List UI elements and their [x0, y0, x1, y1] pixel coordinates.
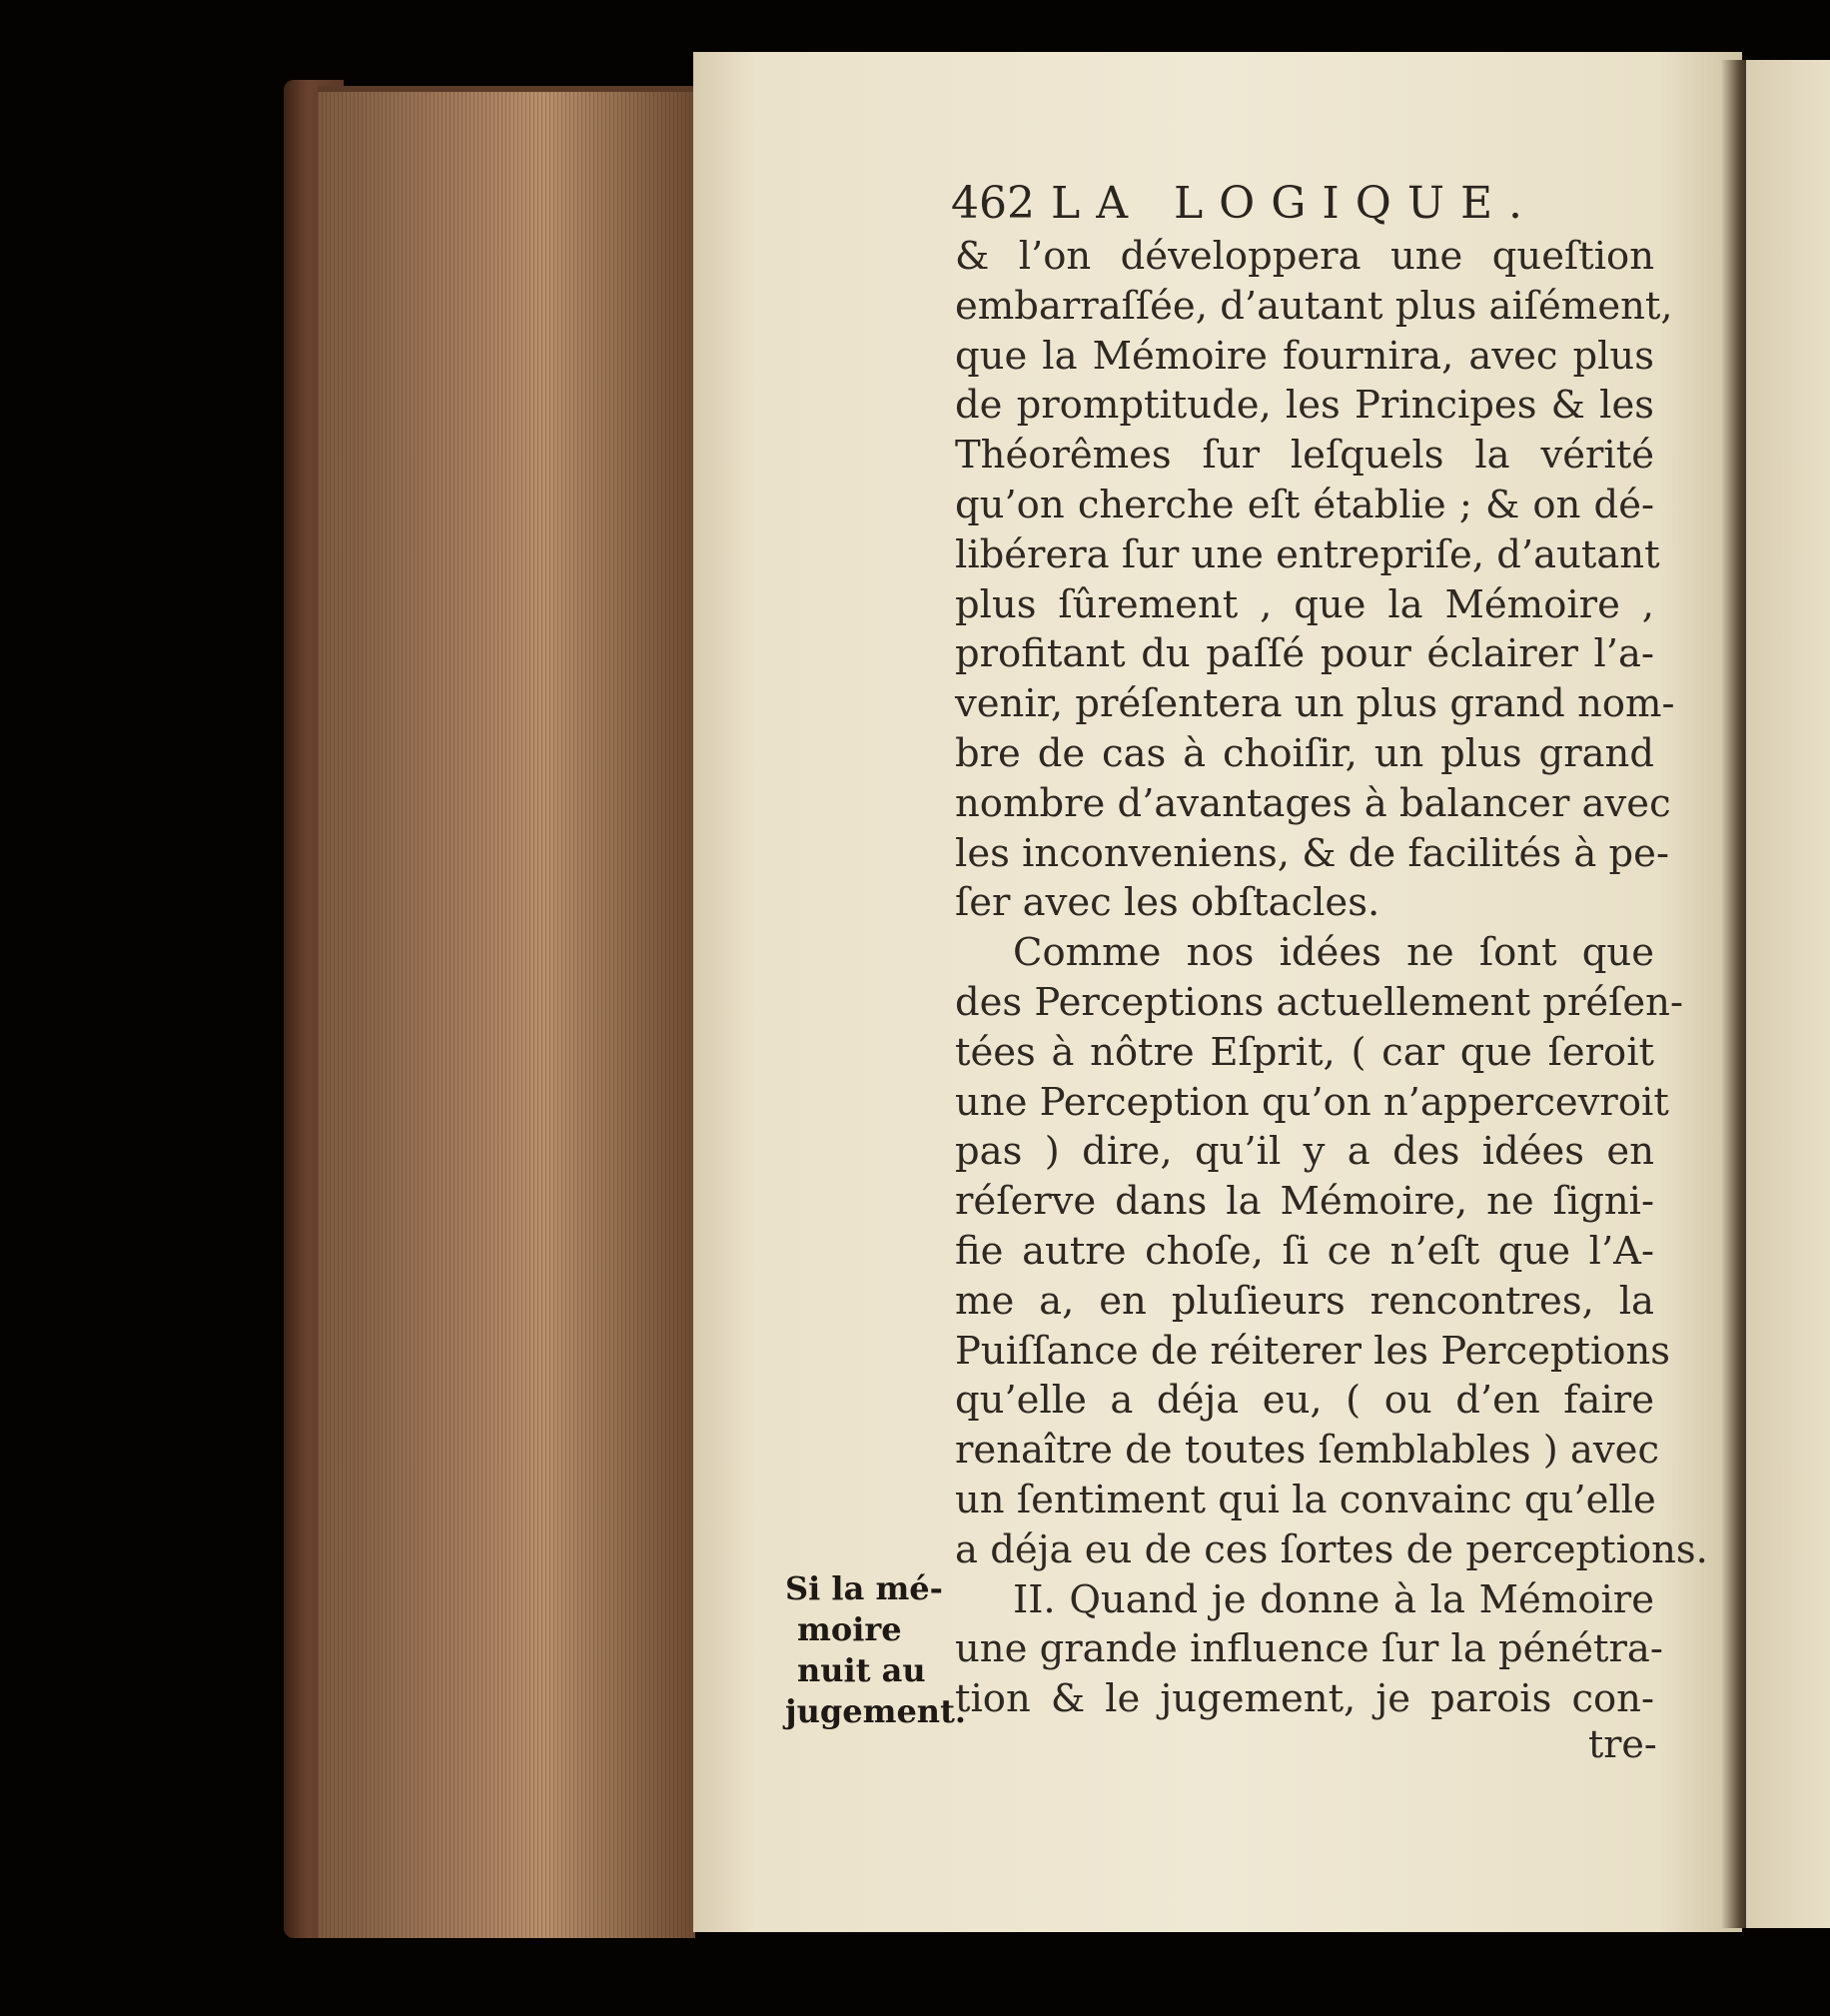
catchword: tre- — [1588, 1722, 1657, 1766]
text-line: nombre d’avantages à balancer avec — [955, 780, 1671, 826]
text-line: plus ſûrement , que la Mémoire , — [955, 581, 1654, 627]
text-line: Théorêmes ſur leſquels la vérité — [955, 433, 1654, 479]
facing-page-letters — [1760, 60, 1820, 1928]
text-line: de promptitude, les Principes & les — [955, 383, 1654, 429]
running-header — [951, 178, 1538, 229]
text-line: & l’on développera une queſtion — [955, 234, 1654, 279]
text-line: Comme nos idées ne ſont que — [1013, 930, 1654, 976]
text-line: bre de cas à choiſir, un plus grand — [955, 730, 1654, 776]
text-line: qu’on cherche eſt établie ; & on dé- — [955, 482, 1654, 527]
text-line: les inconveniens, & de facilités à pe- — [955, 830, 1669, 876]
text-line: que la Mémoire fournira, avec plus — [955, 333, 1654, 379]
margin-note-line: Si la mé- — [785, 1569, 943, 1607]
page-edges — [318, 86, 695, 1938]
text-line: a déja eu de ces ſortes de perceptions. — [955, 1526, 1708, 1572]
text-line: libérera ſur une entrepriſe, d’autant — [955, 531, 1660, 577]
margin-note-line: jugement. — [785, 1692, 966, 1730]
facing-page-edge — [1746, 60, 1830, 1928]
text-line: qu’elle a déja eu, ( ou d’en faire — [955, 1378, 1654, 1424]
text-line: profitant du paſſé pour éclairer l’a- — [955, 631, 1654, 677]
text-line: embarraſſée, d’autant plus aiſément, — [955, 283, 1673, 329]
text-line: me a, en pluſieurs rencontres, la — [955, 1278, 1654, 1324]
margin-note-line: nuit au — [797, 1651, 926, 1689]
running-title: LA LOGIQUE. — [1050, 178, 1539, 229]
text-line: fie autre choſe, ſi ce n’eſt que l’A- — [955, 1228, 1654, 1274]
body-text — [955, 232, 1708, 1724]
text-line: II. Quand je donne à la Mémoire — [1013, 1576, 1654, 1622]
text-line: ſer avec les obſtacles. — [955, 880, 1380, 926]
text-line: venir, préſentera un plus grand nom- — [955, 681, 1675, 727]
text-line: pas ) dire, qu’il y a des idées en — [955, 1129, 1654, 1175]
margin-note-line: moire — [797, 1610, 902, 1648]
text-line: renaître de toutes ſemblables ) avec — [955, 1428, 1660, 1474]
text-line: tion & le jugement, je parois con- — [955, 1676, 1654, 1722]
margin-note — [785, 1568, 965, 1732]
text-line: des Perceptions actuellement préſen- — [955, 979, 1683, 1025]
text-line: une grande influence ſur la pénétra- — [955, 1626, 1663, 1672]
text-line: une Perception qu’on n’appercevroit — [955, 1079, 1669, 1125]
page-number: 462 — [951, 178, 1035, 229]
text-line: un ſentiment qui la convainc qu’elle — [955, 1477, 1656, 1522]
text-line: Puiſſance de réiterer les Perceptions — [955, 1328, 1671, 1374]
text-line: tées à nôtre Eſprit, ( car que ſeroit — [955, 1029, 1654, 1075]
text-line: réſerve dans la Mémoire, ne ſigni- — [955, 1179, 1654, 1225]
